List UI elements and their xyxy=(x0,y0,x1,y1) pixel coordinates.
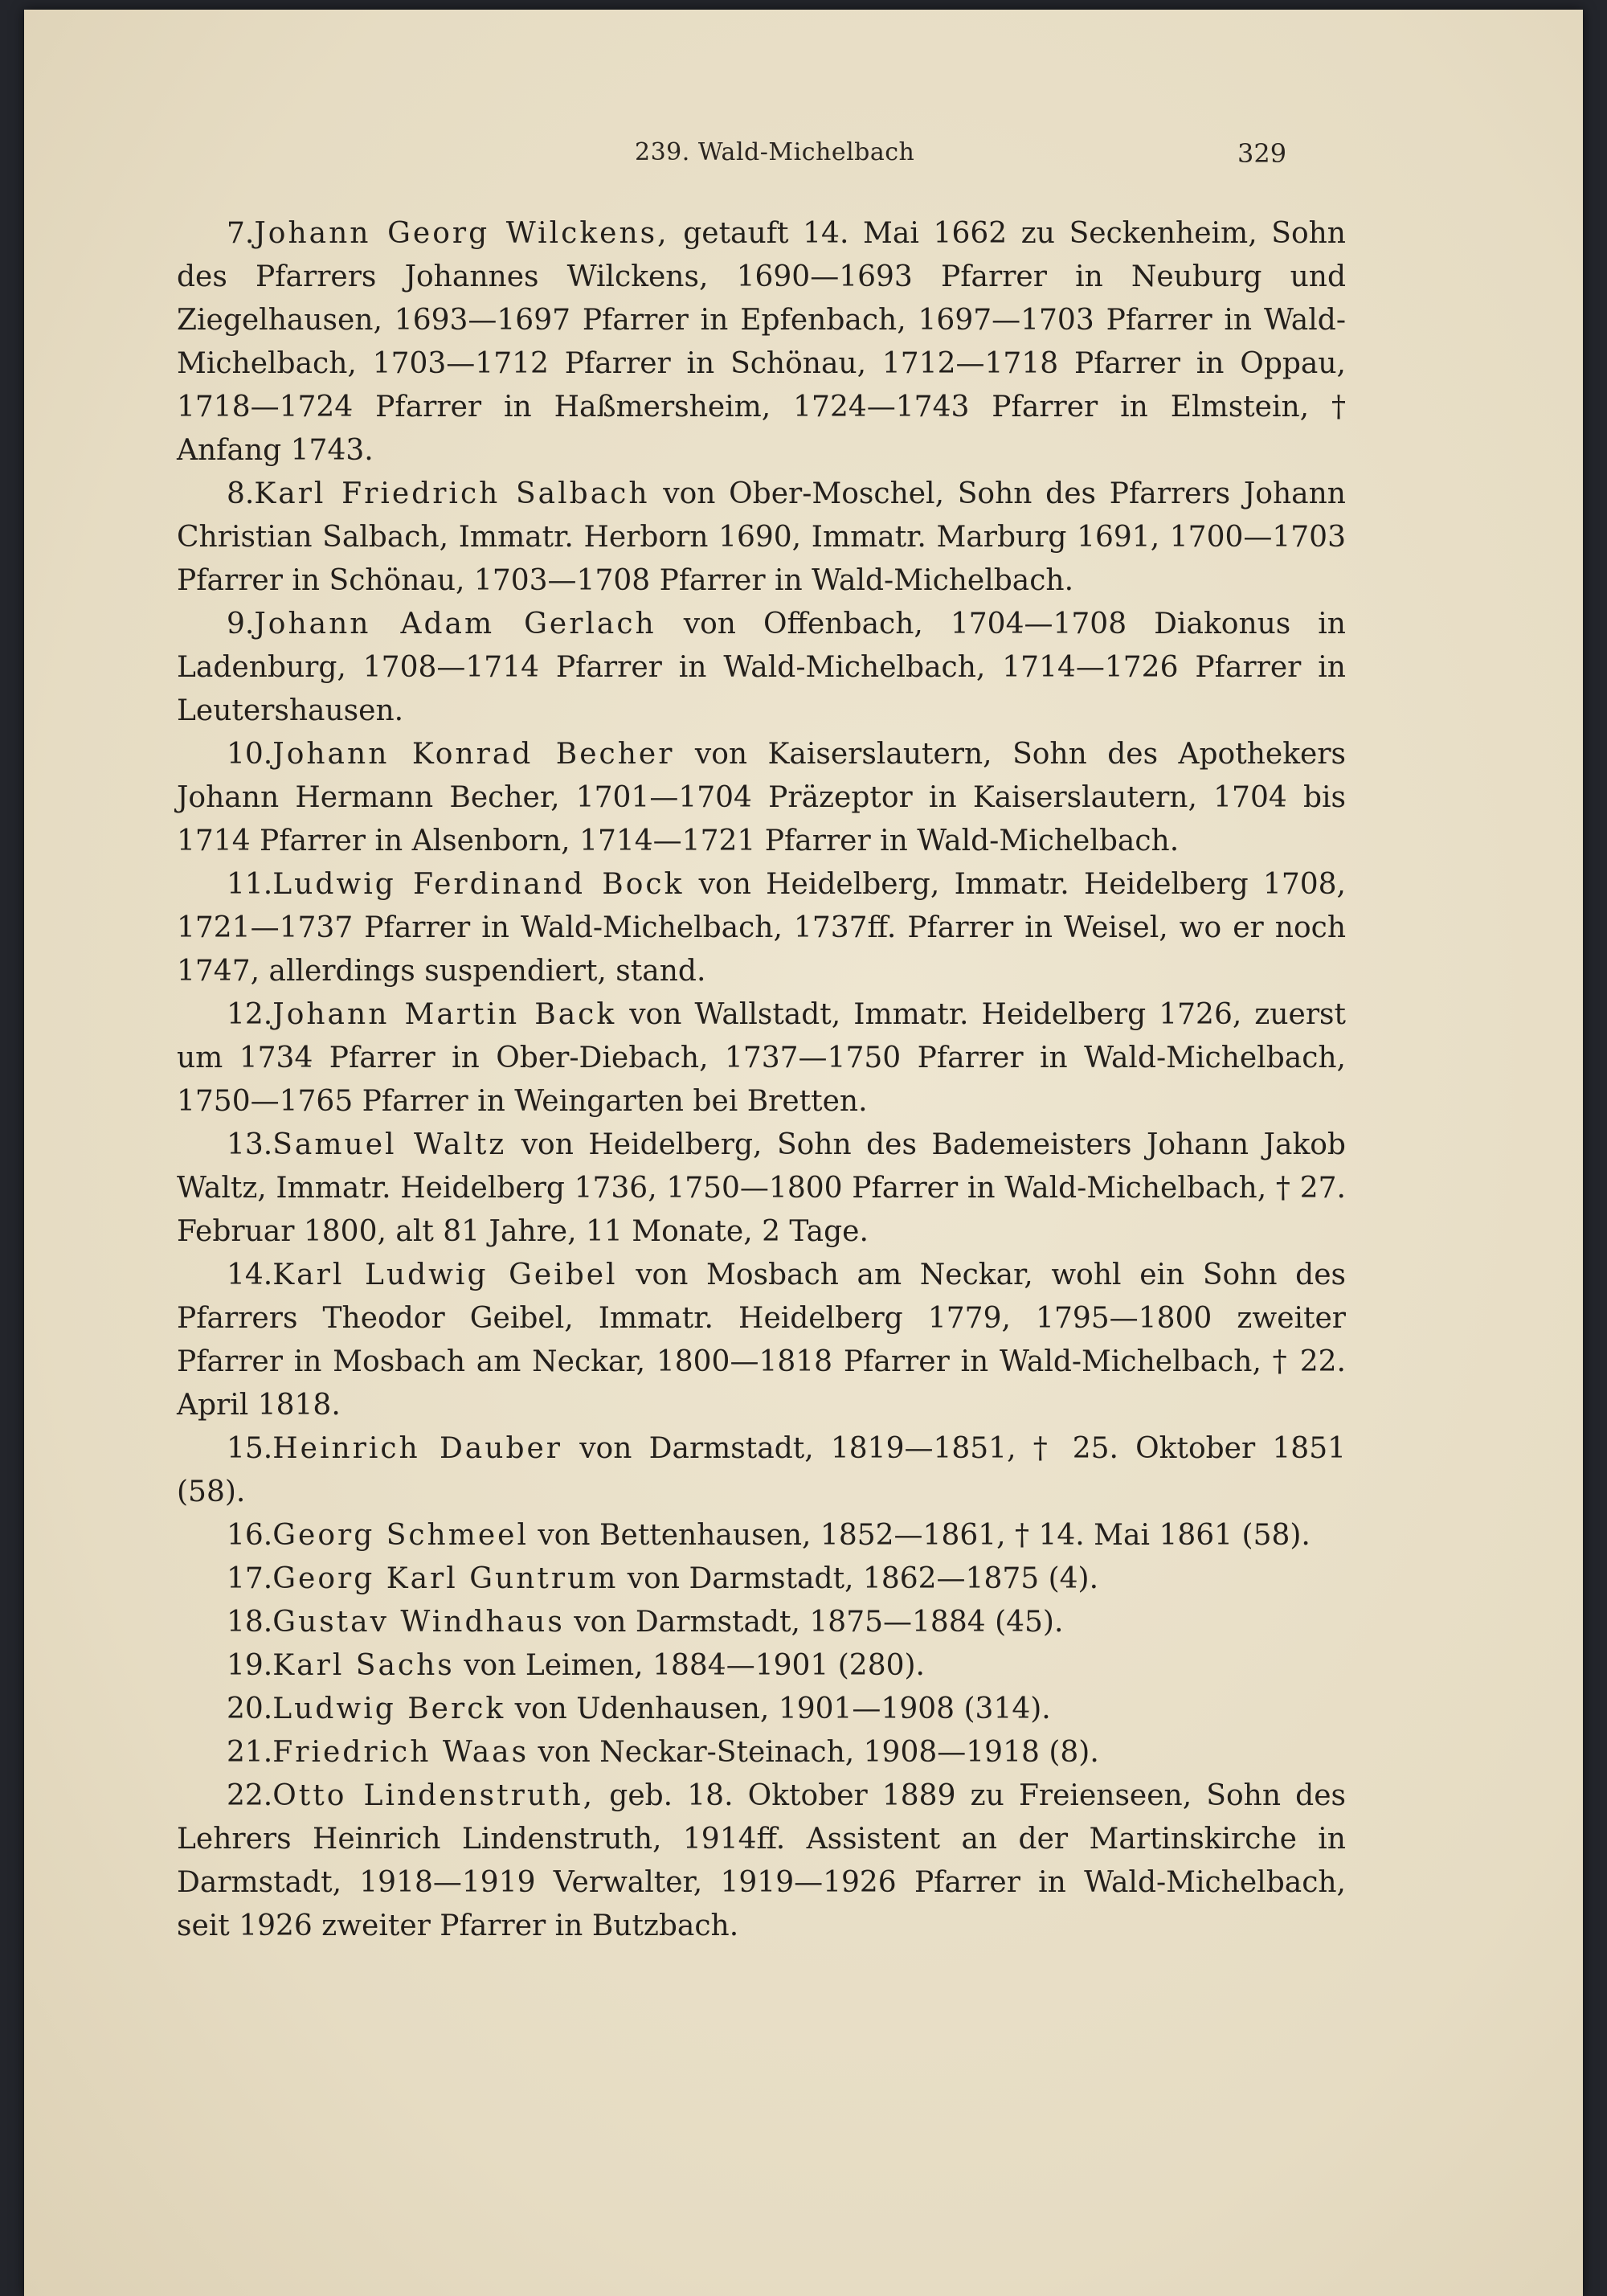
list-item xyxy=(177,1644,1346,1688)
entry-number: 15. xyxy=(227,1432,273,1465)
entry-number: 9. xyxy=(227,608,255,641)
entry-text: getauft 14. Mai 1662 zu Seckenheim, Sohn des Pfarrers Johannes Wilckens, 1690—1693 Pfarrer in Neuburg und Ziegelhausen, 1693—1697 Pfarrer in Epfenbach, 1697—1703 Pfarrer in Wald-Michelbach, 1703—1712 Pfarrer in Schönau, 1712—1718 Pfarrer in Oppau, 1718—1724 Pfarrer in Haßmersheim, 1724—1743 Pfarrer in Elmstein, † Anfang 1743. xyxy=(177,217,1346,467)
entry-name: Karl Friedrich Salbach xyxy=(254,477,650,510)
entry-name: Georg Karl Guntrum xyxy=(272,1562,619,1595)
entry-name: Karl Ludwig Geibel xyxy=(272,1259,618,1291)
entry-number: 20. xyxy=(227,1692,273,1725)
entry-text: von Kaiserslautern, Sohn des Apothekers Johann Hermann Becher, 1701—1704 Präzeptor in Kaiserslautern, 1704 bis 1714 Pfarrer in Alsenborn, 1714—1721 Pfarrer in Wald-Michelbach. xyxy=(177,738,1346,857)
entry-number: 11. xyxy=(227,868,273,901)
entry-name: Karl Sachs xyxy=(272,1649,455,1682)
entry-number: 19. xyxy=(227,1649,273,1682)
entry-name: Johann Konrad Becher xyxy=(272,738,675,771)
entry-name: Gustav Windhaus xyxy=(272,1606,565,1639)
entry-name: Georg Schmeel xyxy=(272,1519,529,1552)
entry-text: von Mosbach am Neckar, wohl ein Sohn des Pfarrers Theodor Geibel, Immatr. Heidelberg 1779, 1795—1800 zweiter Pfarrer in Mosbach am Neckar, 1800—1818 Pfarrer in Wald-Michelbach, † 22. April 1818. xyxy=(177,1259,1347,1422)
list-item xyxy=(177,863,1346,993)
list-item xyxy=(177,1514,1346,1557)
entry-name: Ludwig Ferdinand Bock xyxy=(272,868,685,901)
list-item xyxy=(177,1774,1346,1948)
list-item xyxy=(177,212,1346,473)
list-item xyxy=(177,1254,1346,1427)
entry-text: geb. 18. Oktober 1889 zu Freienseen, Sohn des Lehrers Heinrich Lindenstruth, 1914ff. Assistent an der Martinskirche in Darmstadt, 1918—1919 Verwalter, 1919—1926 Pfarrer in Wald-Michelbach, seit 1926 zweiter Pfarrer in Butzbach. xyxy=(177,1779,1346,1942)
entry-number: 16. xyxy=(227,1519,273,1552)
list-item xyxy=(177,993,1346,1123)
entry-text: von Neckar-Steinach, 1908—1918 (8). xyxy=(529,1736,1099,1769)
entry-number: 13. xyxy=(227,1128,273,1161)
list-item xyxy=(177,603,1346,733)
list-item xyxy=(177,1427,1346,1514)
entry-number: 21. xyxy=(227,1736,273,1769)
entry-name: Ludwig Berck xyxy=(272,1692,506,1725)
list-item xyxy=(177,733,1346,863)
entry-text: von Offenbach, 1704—1708 Diakonus in Ladenburg, 1708—1714 Pfarrer in Wald-Michelbach, 1714—1726 Pfarrer in Leutershausen. xyxy=(177,608,1346,727)
entry-name: Johann Martin Back xyxy=(272,998,617,1031)
entry-number: 7. xyxy=(227,217,255,250)
entry-number: 22. xyxy=(227,1779,273,1812)
list-item xyxy=(177,1123,1346,1254)
running-header: 239. Wald-Michelbach xyxy=(635,138,915,166)
entry-number: 14. xyxy=(227,1259,273,1291)
entry-text: von Udenhausen, 1901—1908 (314). xyxy=(505,1692,1051,1725)
entry-text: von Darmstadt, 1862—1875 (4). xyxy=(618,1562,1099,1595)
entry-name: Johann Adam Gerlach xyxy=(254,608,656,641)
list-item xyxy=(177,1688,1346,1731)
entry-text: von Ober-Moschel, Sohn des Pfarrers Johann Christian Salbach, Immatr. Herborn 1690, Immatr. Marburg 1691, 1700—1703 Pfarrer in Schönau, 1703—1708 Pfarrer in Wald-Michelbach. xyxy=(177,477,1346,597)
book-page xyxy=(24,10,1583,2296)
entry-number: 10. xyxy=(227,738,273,771)
entry-text: von Wallstadt, Immatr. Heidelberg 1726, zuerst um 1734 Pfarrer in Ober-Diebach, 1737—1750 Pfarrer in Wald-Michelbach, 1750—1765 Pfarrer in Weingarten bei Bretten. xyxy=(177,998,1346,1118)
entry-text: von Darmstadt, 1875—1884 (45). xyxy=(564,1606,1064,1639)
entry-text: von Bettenhausen, 1852—1861, † 14. Mai 1861 (58). xyxy=(528,1519,1311,1552)
entry-list xyxy=(177,212,1346,1948)
entry-text: von Leimen, 1884—1901 (280). xyxy=(454,1649,925,1682)
entry-text: von Heidelberg, Immatr. Heidelberg 1708, 1721—1737 Pfarrer in Wald-Michelbach, 1737ff. Pfarrer in Weisel, wo er noch 1747, allerdings suspendiert, stand. xyxy=(177,868,1346,988)
page-number: 329 xyxy=(1237,138,1287,169)
entry-number: 18. xyxy=(227,1606,273,1639)
entry-number: 8. xyxy=(227,477,255,510)
list-item xyxy=(177,1601,1346,1644)
entry-name: Samuel Waltz xyxy=(272,1128,507,1161)
entry-name: Otto Lindenstruth, xyxy=(272,1779,595,1812)
entry-number: 17. xyxy=(227,1562,273,1595)
list-item xyxy=(177,1731,1346,1774)
entry-text: von Heidelberg, Sohn des Bademeisters Johann Jakob Waltz, Immatr. Heidelberg 1736, 1750—1800 Pfarrer in Wald-Michelbach, † 27. Februar 1800, alt 81 Jahre, 11 Monate, 2 Tage. xyxy=(177,1128,1346,1248)
entry-text: von Darmstadt, 1819—1851, † 25. Oktober 1851 (58). xyxy=(177,1432,1347,1508)
entry-name: Johann Georg Wilckens, xyxy=(254,217,669,250)
entry-number: 12. xyxy=(227,998,273,1031)
list-item xyxy=(177,473,1346,603)
list-item xyxy=(177,1557,1346,1601)
entry-name: Heinrich Dauber xyxy=(272,1432,563,1465)
entry-name: Friedrich Waas xyxy=(272,1736,530,1769)
